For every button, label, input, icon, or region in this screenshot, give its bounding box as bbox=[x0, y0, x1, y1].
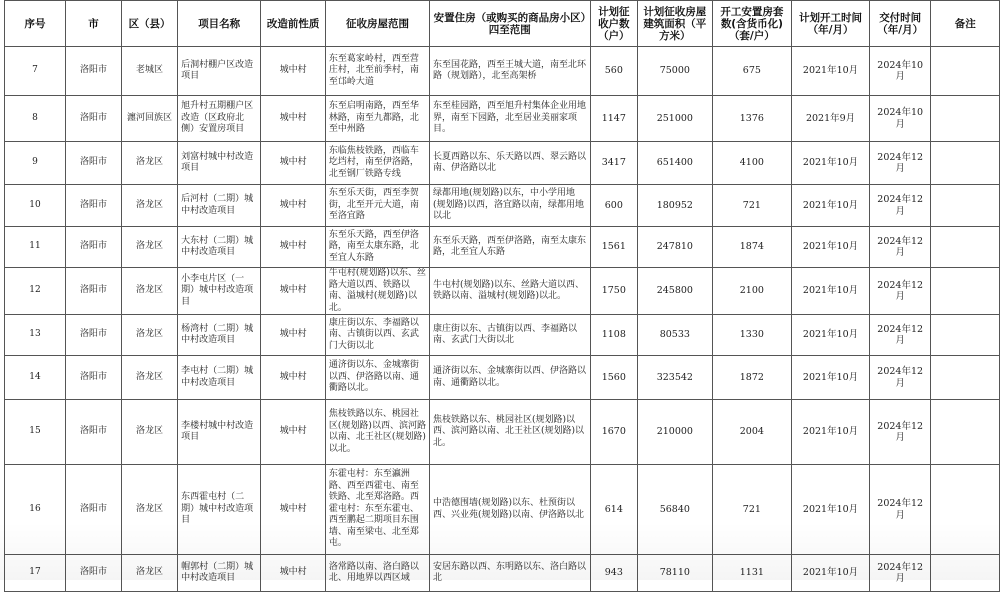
cell-start: 2021年10月 bbox=[792, 47, 870, 96]
cell-resettle: 康庄街以东、古镇街以西、李福路以南、玄武门大街以北 bbox=[430, 315, 591, 356]
cell-start: 2021年10月 bbox=[792, 356, 870, 400]
cell-area: 75000 bbox=[638, 47, 712, 96]
cell-seq: 13 bbox=[5, 315, 66, 356]
cell-households: 1670 bbox=[590, 400, 638, 465]
cell-scope: 东至乐天路，西至伊洛路，南至太康东路，北至宜人东路 bbox=[325, 227, 429, 268]
header-remark: 备注 bbox=[931, 1, 1000, 47]
cell-households: 1561 bbox=[590, 227, 638, 268]
cell-scope: 康庄街以东、李福路以南、古镇街以西、玄武门大街以北 bbox=[325, 315, 429, 356]
cell-nature: 城中村 bbox=[261, 356, 326, 400]
cell-seq: 16 bbox=[5, 465, 66, 555]
cell-scope: 焦枝铁路以东、桃园社区(规划路)以西、滨河路以南、北王社区(规划路)以北。 bbox=[325, 400, 429, 465]
cell-units: 675 bbox=[712, 47, 792, 96]
cell-households: 1750 bbox=[590, 268, 638, 315]
cell-households: 560 bbox=[590, 47, 638, 96]
project-table bbox=[4, 0, 1000, 592]
table-row bbox=[5, 96, 1000, 142]
table-row bbox=[5, 142, 1000, 185]
cell-deliver: 2024年12月 bbox=[869, 142, 931, 185]
cell-start: 2021年10月 bbox=[792, 142, 870, 185]
cell-city: 洛阳市 bbox=[65, 465, 121, 555]
cell-area: 80533 bbox=[638, 315, 712, 356]
cell-area: 210000 bbox=[638, 400, 712, 465]
cell-city: 洛阳市 bbox=[65, 400, 121, 465]
cell-project: 杨湾村（二期）城中村改造项目 bbox=[178, 315, 261, 356]
cell-project: 后洞村棚户区改造项目 bbox=[178, 47, 261, 96]
cell-project: 后河村（二期）城中村改造项目 bbox=[178, 185, 261, 227]
cell-area: 78110 bbox=[638, 555, 712, 592]
cell-city: 洛阳市 bbox=[65, 185, 121, 227]
table-row bbox=[5, 400, 1000, 465]
cell-nature: 城中村 bbox=[261, 268, 326, 315]
cell-units: 721 bbox=[712, 185, 792, 227]
cell-households: 1560 bbox=[590, 356, 638, 400]
cell-remark bbox=[931, 96, 1000, 142]
cell-district: 老城区 bbox=[122, 47, 178, 96]
cell-deliver: 2024年12月 bbox=[869, 465, 931, 555]
cell-remark bbox=[931, 356, 1000, 400]
cell-resettle: 焦枝铁路以东、桃园社区(规划路)以西、滨河路以南、北王社区(规划路)以北。 bbox=[430, 400, 591, 465]
cell-start: 2021年9月 bbox=[792, 96, 870, 142]
cell-district: 洛龙区 bbox=[122, 268, 178, 315]
cell-resettle: 安居东路以西、东明路以东、洛白路以北 bbox=[430, 555, 591, 592]
cell-nature: 城中村 bbox=[261, 315, 326, 356]
cell-project: 刘富村城中村改造项目 bbox=[178, 142, 261, 185]
cell-nature: 城中村 bbox=[261, 555, 326, 592]
cell-start: 2021年10月 bbox=[792, 400, 870, 465]
cell-project: 大东村（二期）城中村改造项目 bbox=[178, 227, 261, 268]
cell-start: 2021年10月 bbox=[792, 555, 870, 592]
cell-district: 洛龙区 bbox=[122, 400, 178, 465]
cell-nature: 城中村 bbox=[261, 465, 326, 555]
table-header-row bbox=[5, 1, 1000, 47]
cell-district: 洛龙区 bbox=[122, 555, 178, 592]
cell-deliver: 2024年12月 bbox=[869, 356, 931, 400]
cell-households: 1147 bbox=[590, 96, 638, 142]
cell-district: 洛龙区 bbox=[122, 315, 178, 356]
cell-nature: 城中村 bbox=[261, 227, 326, 268]
cell-start: 2021年10月 bbox=[792, 268, 870, 315]
cell-households: 943 bbox=[590, 555, 638, 592]
header-area: 计划征收房屋建筑面积（平方米） bbox=[638, 1, 712, 47]
cell-nature: 城中村 bbox=[261, 142, 326, 185]
cell-district: 洛龙区 bbox=[122, 356, 178, 400]
cell-nature: 城中村 bbox=[261, 47, 326, 96]
header-resettle: 安置住房（或购买的商品房小区）四至范围 bbox=[430, 1, 591, 47]
table-row bbox=[5, 185, 1000, 227]
cell-scope: 东霍屯村：东至瀛洲路、西至西霍屯、南至铁路、北至郑洛路。西霍屯村：东至东霍屯、西至鹏起二期项目东围墙、南至梁屯、北至郑屯。 bbox=[325, 465, 429, 555]
cell-resettle: 东至桂园路，西至旭升村集体企业用地界，南至下园路，北至居业美丽家项目。 bbox=[430, 96, 591, 142]
cell-start: 2021年10月 bbox=[792, 227, 870, 268]
cell-deliver: 2024年10月 bbox=[869, 47, 931, 96]
cell-project: 旭升村五期棚户区改造（区政府北侧）安置房项目 bbox=[178, 96, 261, 142]
cell-resettle: 东至国花路，西至王城大道，南至北环路（规划路），北至高架桥 bbox=[430, 47, 591, 96]
cell-seq: 12 bbox=[5, 268, 66, 315]
cell-scope: 东临焦枝铁路，西临车圪垱村，南至伊洛路，北至钢厂铁路专线 bbox=[325, 142, 429, 185]
cell-area: 651400 bbox=[638, 142, 712, 185]
cell-remark bbox=[931, 465, 1000, 555]
cell-seq: 7 bbox=[5, 47, 66, 96]
cell-units: 1874 bbox=[712, 227, 792, 268]
cell-seq: 15 bbox=[5, 400, 66, 465]
table-row bbox=[5, 315, 1000, 356]
cell-deliver: 2024年12月 bbox=[869, 227, 931, 268]
cell-remark bbox=[931, 47, 1000, 96]
cell-city: 洛阳市 bbox=[65, 268, 121, 315]
header-district: 区（县） bbox=[122, 1, 178, 47]
cell-resettle: 东至乐天路，西至伊洛路，南至太康东路，北至宜人东路 bbox=[430, 227, 591, 268]
cell-city: 洛阳市 bbox=[65, 356, 121, 400]
cell-project: 李楼村城中村改造项目 bbox=[178, 400, 261, 465]
table-row bbox=[5, 465, 1000, 555]
cell-scope: 东至乐天街，西至李贺街，北至开元大道，南至洛宜路 bbox=[325, 185, 429, 227]
cell-deliver: 2024年10月 bbox=[869, 96, 931, 142]
header-households: 计划征收户数（户） bbox=[590, 1, 638, 47]
cell-remark bbox=[931, 185, 1000, 227]
header-city: 市 bbox=[65, 1, 121, 47]
cell-scope: 牛屯村(规划路)以东、丝路大道以西、铁路以南、溢城村(规划路)以北。 bbox=[325, 268, 429, 315]
cell-district: 瀍河回族区 bbox=[122, 96, 178, 142]
table-row bbox=[5, 268, 1000, 315]
cell-deliver: 2024年12月 bbox=[869, 185, 931, 227]
cell-area: 251000 bbox=[638, 96, 712, 142]
cell-remark bbox=[931, 400, 1000, 465]
header-start: 计划开工时间（年/月） bbox=[792, 1, 870, 47]
cell-deliver: 2024年12月 bbox=[869, 400, 931, 465]
cell-city: 洛阳市 bbox=[65, 315, 121, 356]
cell-seq: 14 bbox=[5, 356, 66, 400]
cell-resettle: 牛屯村(规划路)以东、丝路大道以西、铁路以南、溢城村(规划路)以北。 bbox=[430, 268, 591, 315]
cell-seq: 9 bbox=[5, 142, 66, 185]
cell-area: 245800 bbox=[638, 268, 712, 315]
header-nature: 改造前性质 bbox=[261, 1, 326, 47]
cell-units: 2100 bbox=[712, 268, 792, 315]
cell-units: 1872 bbox=[712, 356, 792, 400]
cell-units: 4100 bbox=[712, 142, 792, 185]
header-scope: 征收房屋范围 bbox=[325, 1, 429, 47]
header-deliver: 交付时间（年/月） bbox=[869, 1, 931, 47]
cell-district: 洛龙区 bbox=[122, 142, 178, 185]
cell-remark bbox=[931, 142, 1000, 185]
cell-units: 1376 bbox=[712, 96, 792, 142]
cell-deliver: 2024年12月 bbox=[869, 555, 931, 592]
table-row bbox=[5, 555, 1000, 592]
cell-area: 247810 bbox=[638, 227, 712, 268]
cell-units: 1330 bbox=[712, 315, 792, 356]
cell-remark bbox=[931, 227, 1000, 268]
cell-households: 3417 bbox=[590, 142, 638, 185]
cell-project: 小李屯片区（一期）城中村改造项目 bbox=[178, 268, 261, 315]
cell-resettle: 绿都用地(规划路)以东，中小学用地(规划路)以西，洛宜路以南，绿都用地以北 bbox=[430, 185, 591, 227]
cell-area: 323542 bbox=[638, 356, 712, 400]
cell-resettle: 中浩德围墙(规划路)以东、杜预街以西、兴业苑(规划路)以南、伊洛路以北 bbox=[430, 465, 591, 555]
table-row bbox=[5, 47, 1000, 96]
cell-area: 180952 bbox=[638, 185, 712, 227]
table-row bbox=[5, 227, 1000, 268]
cell-scope: 东至启明南路，西至华林路，南至九都路，北至中州路 bbox=[325, 96, 429, 142]
cell-district: 洛龙区 bbox=[122, 465, 178, 555]
cell-households: 1108 bbox=[590, 315, 638, 356]
cell-nature: 城中村 bbox=[261, 96, 326, 142]
cell-deliver: 2024年12月 bbox=[869, 315, 931, 356]
cell-households: 600 bbox=[590, 185, 638, 227]
cell-district: 洛龙区 bbox=[122, 227, 178, 268]
header-seq: 序号 bbox=[5, 1, 66, 47]
cell-scope: 洛常路以南、洛白路以北、用地界以西区域 bbox=[325, 555, 429, 592]
cell-units: 721 bbox=[712, 465, 792, 555]
cell-city: 洛阳市 bbox=[65, 96, 121, 142]
cell-seq: 11 bbox=[5, 227, 66, 268]
document-page bbox=[4, 0, 1000, 592]
cell-units: 2004 bbox=[712, 400, 792, 465]
table-row bbox=[5, 356, 1000, 400]
cell-households: 614 bbox=[590, 465, 638, 555]
cell-remark bbox=[931, 268, 1000, 315]
cell-city: 洛阳市 bbox=[65, 555, 121, 592]
cell-remark bbox=[931, 315, 1000, 356]
cell-city: 洛阳市 bbox=[65, 142, 121, 185]
cell-project: 东西霍屯村（二期）城中村改造项目 bbox=[178, 465, 261, 555]
cell-area: 56840 bbox=[638, 465, 712, 555]
cell-nature: 城中村 bbox=[261, 185, 326, 227]
cell-seq: 8 bbox=[5, 96, 66, 142]
cell-units: 1131 bbox=[712, 555, 792, 592]
header-units: 开工安置房套数(含货币化)（套/户） bbox=[712, 1, 792, 47]
cell-remark bbox=[931, 555, 1000, 592]
cell-seq: 17 bbox=[5, 555, 66, 592]
cell-seq: 10 bbox=[5, 185, 66, 227]
cell-district: 洛龙区 bbox=[122, 185, 178, 227]
cell-city: 洛阳市 bbox=[65, 227, 121, 268]
cell-deliver: 2024年12月 bbox=[869, 268, 931, 315]
header-project: 项目名称 bbox=[178, 1, 261, 47]
cell-resettle: 通济街以东、金城寨街以西、伊洛路以南、通衢路以北。 bbox=[430, 356, 591, 400]
cell-scope: 东至葛家岭村，西至营庄村，北至前季村，南至邙岭大道 bbox=[325, 47, 429, 96]
cell-city: 洛阳市 bbox=[65, 47, 121, 96]
cell-project: 李屯村（二期）城中村改造项目 bbox=[178, 356, 261, 400]
cell-start: 2021年10月 bbox=[792, 465, 870, 555]
cell-scope: 通济街以东、金城寨街以西、伊洛路以南、通衢路以北。 bbox=[325, 356, 429, 400]
cell-start: 2021年10月 bbox=[792, 185, 870, 227]
cell-resettle: 长夏西路以东、乐天路以西、翠云路以南、伊洛路以北 bbox=[430, 142, 591, 185]
cell-nature: 城中村 bbox=[261, 400, 326, 465]
cell-start: 2021年10月 bbox=[792, 315, 870, 356]
cell-project: 帽郭村（二期）城中村改造项目 bbox=[178, 555, 261, 592]
